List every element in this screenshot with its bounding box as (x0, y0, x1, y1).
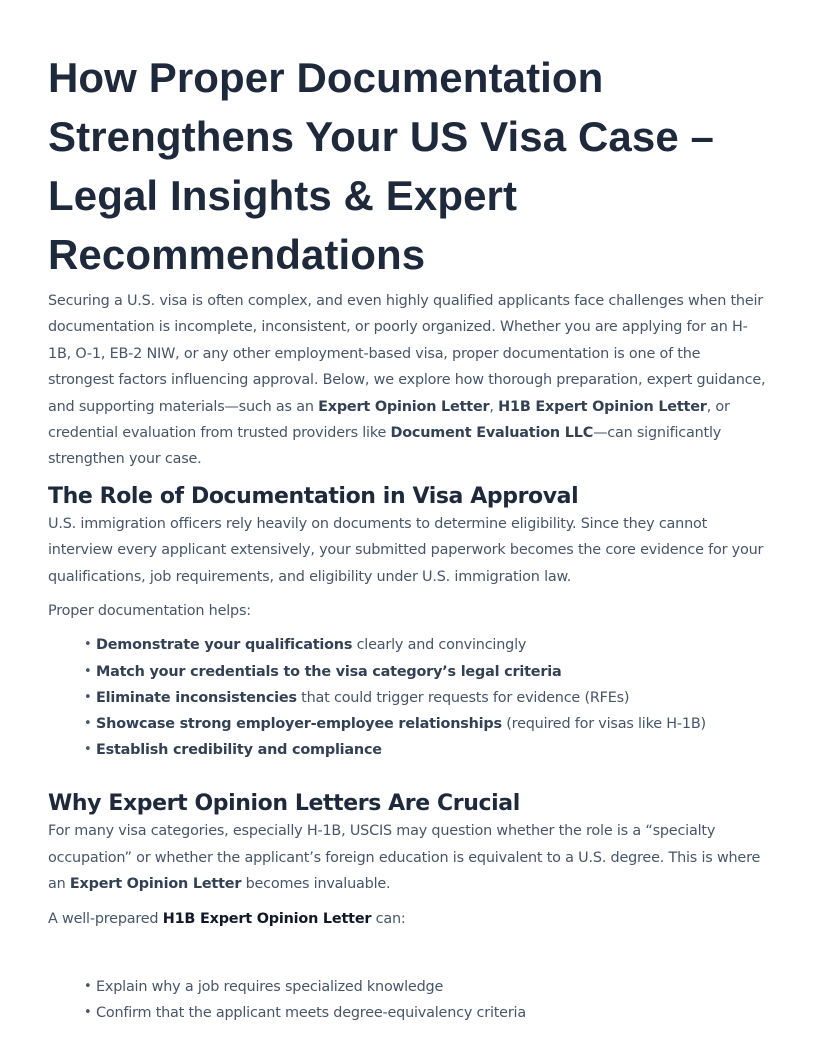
intro-paragraph (48, 288, 770, 473)
section2-text-1: For many visa categories, especially H-1B, USCIS may question whether the role is a “specialty occupation” or whether the applicant’s foreign education is equivalent to a U.S. degree. This is where an (48, 823, 761, 893)
section2-bold-expert-opinion-letter: Expert Opinion Letter (69, 876, 242, 893)
section-heading-documentation-role: The Role of Documentation in Visa Approval (48, 483, 579, 509)
intro-text-3: , or credential evaluation from trusted providers like (48, 398, 730, 442)
section2-text-3: A well-prepared (48, 910, 163, 927)
section2-paragraph-2 (48, 906, 770, 932)
section2-paragraph-1 (48, 818, 770, 897)
list-item-bold: Showcase strong employer-employee relationships (96, 716, 502, 733)
list-item-bold: Match your credentials to the visa category’s legal criteria (96, 663, 562, 680)
list-item: • Confirm that the applicant meets degree-equivalency criteria (96, 1000, 770, 1026)
section2-text-2: becomes invaluable. (241, 876, 391, 893)
list-item-bold: Eliminate inconsistencies (96, 689, 297, 706)
section-heading-expert-opinion-letters: Why Expert Opinion Letters Are Crucial (48, 791, 520, 817)
intro-bold-expert-opinion-letter: Expert Opinion Letter (318, 398, 490, 415)
list-item-bold: Demonstrate your qualifications (96, 637, 353, 654)
documentation-benefits-list (48, 632, 770, 763)
document-page (48, 48, 770, 1022)
list-item (96, 737, 770, 763)
section2-bold-h1b-expert-opinion-letter: H1B Expert Opinion Letter (162, 910, 372, 927)
list-item-text: clearly and convincingly (352, 637, 527, 654)
page-title: How Proper Documentation Strengthens Your US Visa Case – Legal Insights & Expert Recommendations (48, 54, 715, 278)
list-item (96, 685, 770, 711)
intro-text-1: Securing a U.S. visa is often complex, and even highly qualified applicants face challenges when their documentation is incomplete, inconsistent, or poorly organized. Whether you are applying for an H-1B, O-1, EB-2 NIW, or any other employment-based visa, proper documentation is one of the strongest factors influencing approval. Below, we explore how thorough preparation, expert guidance, and supporting materials—such as an (48, 293, 766, 415)
expert-letter-benefits-list (48, 974, 770, 1026)
list-item (96, 659, 770, 685)
list-item-text: that could trigger requests for evidence (RFEs) (296, 689, 630, 706)
section2-text-4: can: (371, 910, 406, 927)
list-item-text: (required for visas like H-1B) (501, 716, 706, 733)
section1-paragraph-2: Proper documentation helps: (48, 603, 251, 620)
list-item-bold: Establish credibility and compliance (96, 742, 382, 759)
intro-bold-document-evaluation-llc: Document Evaluation LLC (390, 425, 594, 442)
intro-text-4: —can significantly strengthen your case. (48, 425, 722, 468)
list-item (96, 632, 770, 658)
intro-bold-h1b-expert-opinion-letter: H1B Expert Opinion Letter (498, 398, 707, 415)
list-item: • Explain why a job requires specialized knowledge (96, 974, 770, 1000)
list-item (96, 711, 770, 737)
intro-text-2: , (489, 398, 499, 415)
section1-paragraph-1: U.S. immigration officers rely heavily on documents to determine eligibility. Since they cannot interview every applicant extensively, your submitted paperwork becomes the core evidence for your qualifications, job requirements, and eligibility under U.S. immigration law. (48, 515, 764, 585)
